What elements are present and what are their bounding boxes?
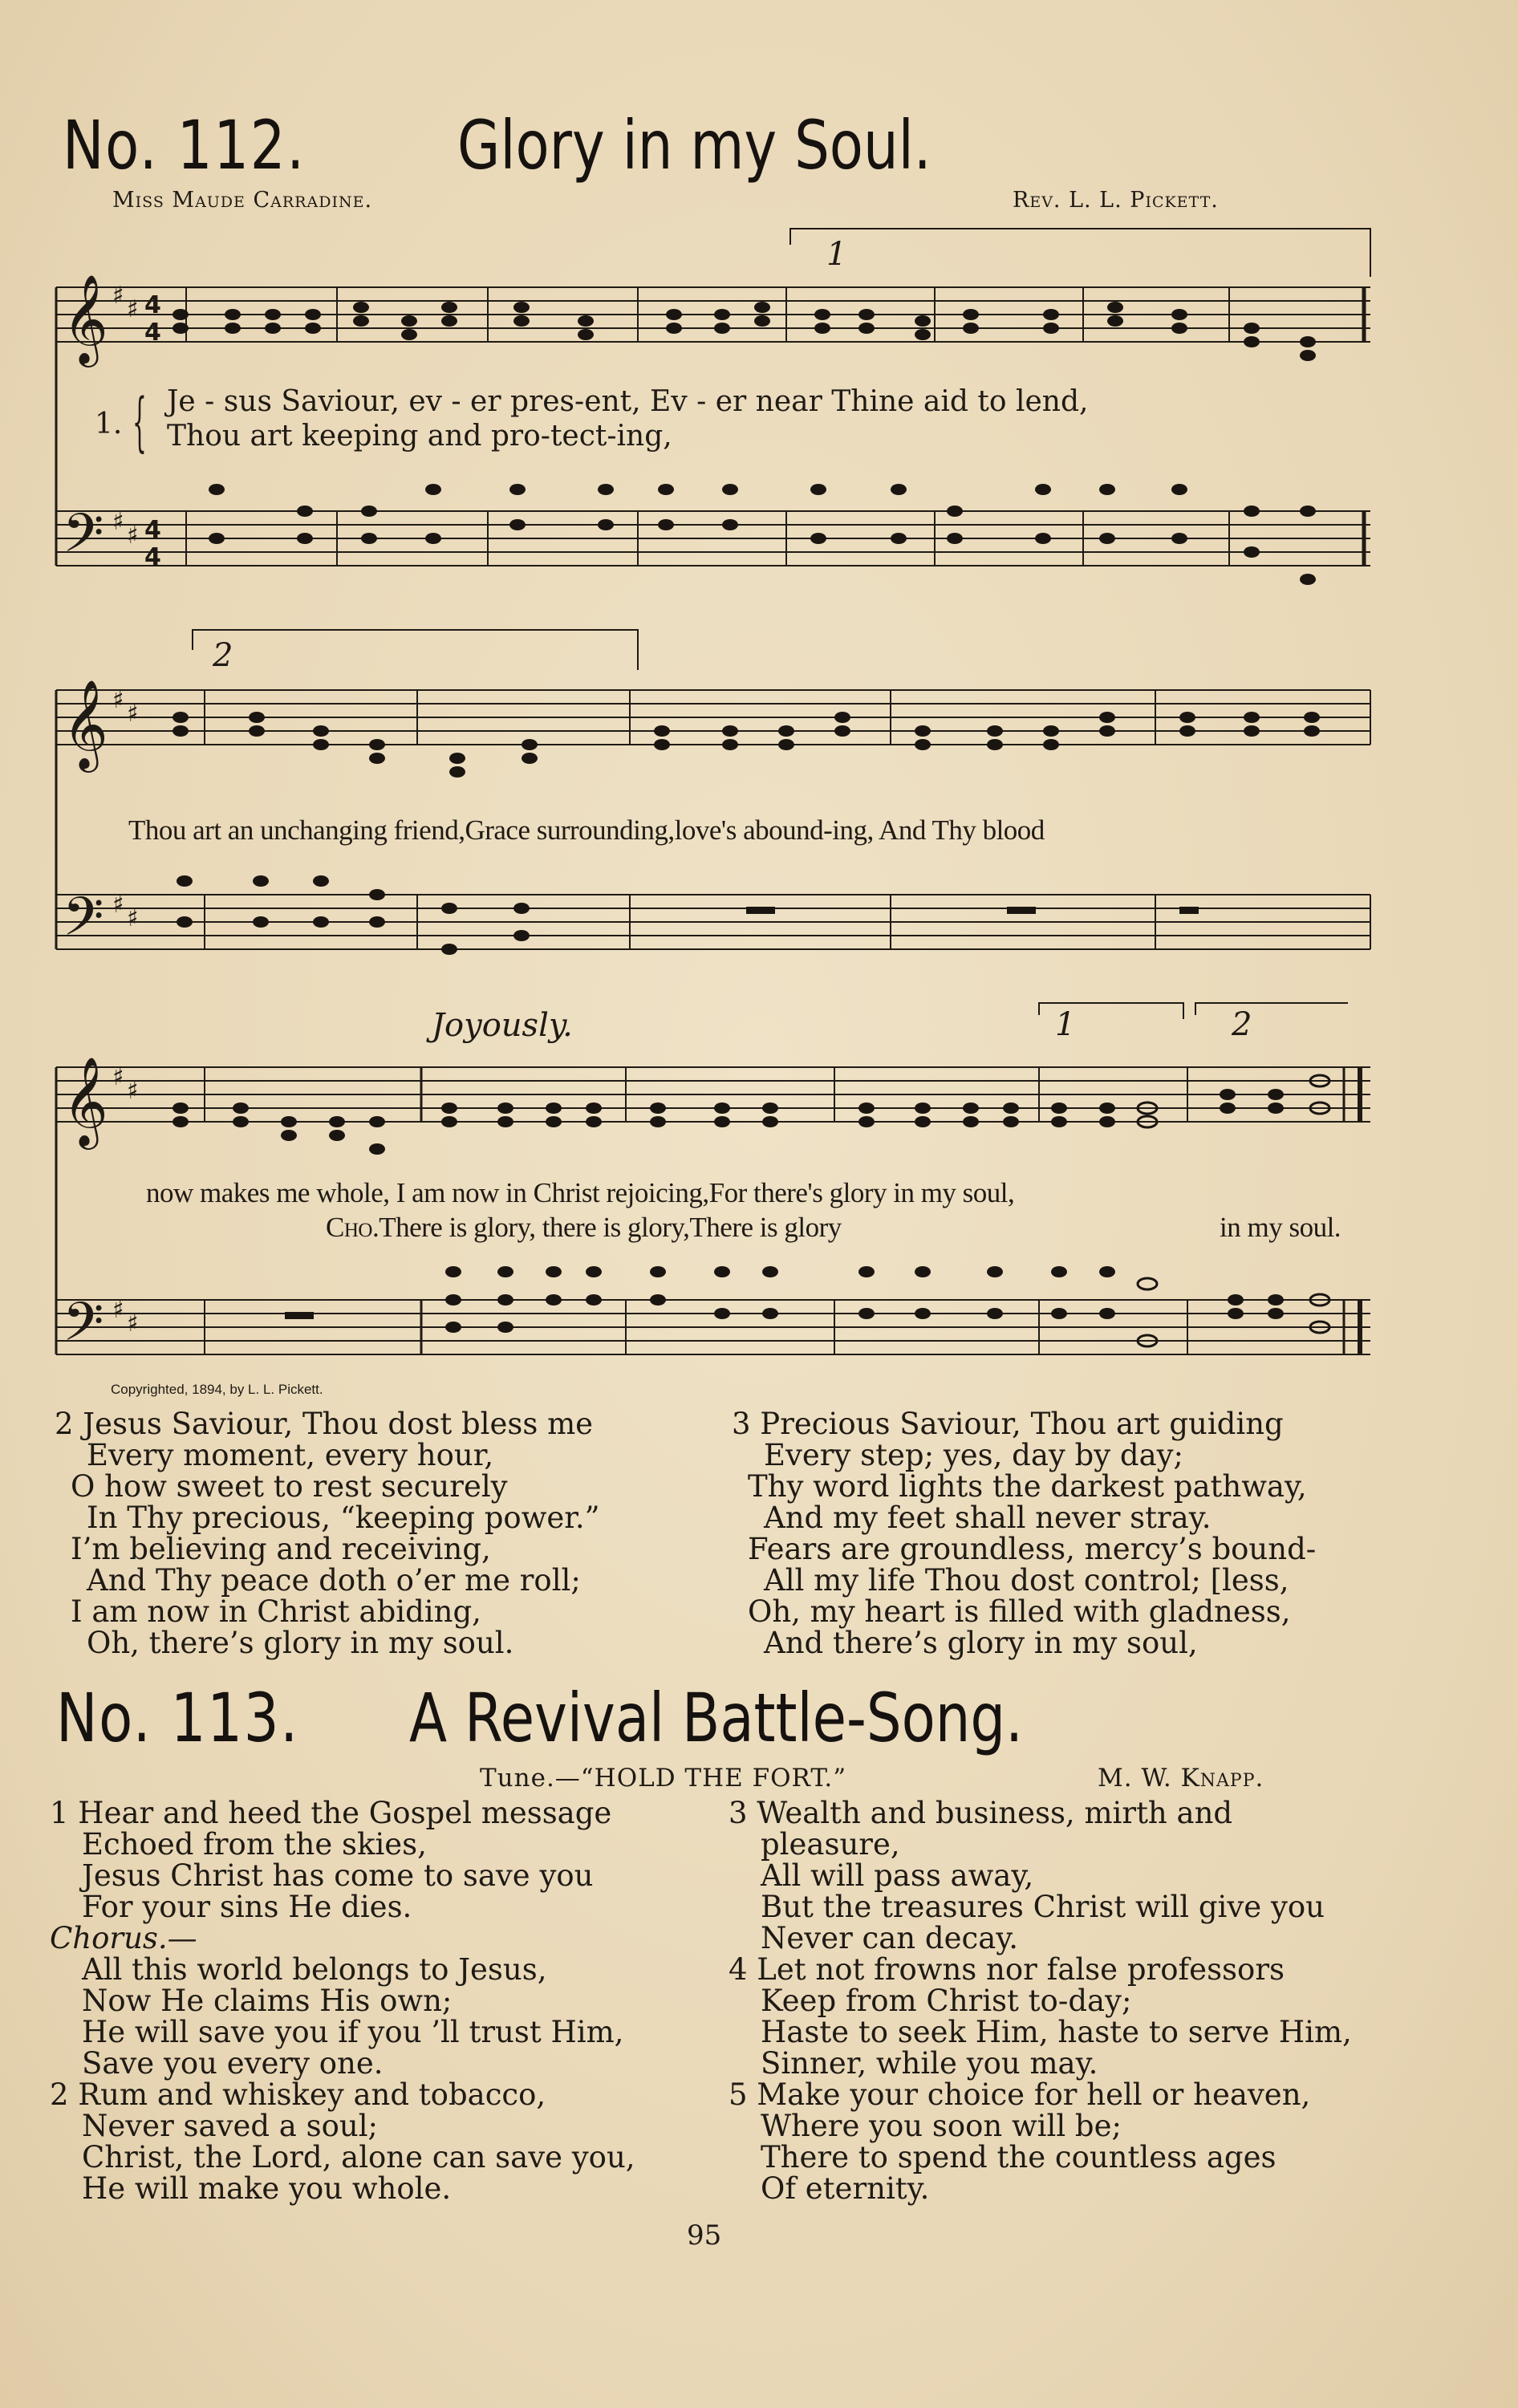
hymn-112-title: Glory in my Soul. [457,106,932,185]
stanza-line: 1 Hear and heed the Gospel message [50,1796,612,1830]
svg-text:♯: ♯ [127,1077,139,1105]
svg-text:𝄢: 𝄢 [63,1291,104,1366]
lyric-line-2: Thou art keeping and pro-tect-ing, [167,420,672,453]
svg-text:4: 4 [144,319,161,347]
stanza-line: Jesus Christ has come to save you [82,1858,594,1893]
page-number: 95 [687,2219,722,2252]
stanza-line: All will pass away, [761,1858,1034,1893]
ending-1-label: 1 [826,236,847,273]
svg-text:4: 4 [144,543,161,571]
svg-text:𝄞: 𝄞 [63,274,108,363]
stanza-line: All my life Thou dost control; [less, [764,1563,1289,1598]
stanza-line: He will make you whole. [82,2171,452,2206]
lyric-line-1: Je - sus Saviour, ev - er pres-ent, Ev - er near Thine aid to lend, [167,385,1089,418]
stanza-line: Christ, the Lord, alone can save you, [82,2140,635,2175]
stanza-line: In Thy precious, “keeping power.” [87,1500,600,1535]
hymn-113-number: No. 113. [56,1679,299,1757]
chorus-label: Cho. [326,1212,380,1243]
stanza-line: Never can decay. [761,1921,1019,1955]
svg-text:𝄢: 𝄢 [63,502,104,577]
stanza-line: 2 Jesus Saviour, Thou dost bless me [55,1407,594,1441]
svg-text:𝄞: 𝄞 [63,679,108,769]
stanza-line: I’m believing and receiving, [71,1532,491,1566]
svg-text:2: 2 [1232,1006,1252,1043]
stanza-line: 2 Rum and whiskey and tobacco, [50,2077,546,2112]
stanza-line: 5 Make your choice for hell or heaven, [729,2077,1311,2112]
stanza-line: Thy word lights the darkest pathway, [748,1469,1307,1504]
stanza-line: 3 Precious Saviour, Thou art guiding [732,1407,1284,1441]
stanza-line: Sinner, while you may. [761,2046,1098,2081]
stanza-line: For your sins He dies. [82,1890,412,1924]
stanza-line: And Thy peace doth o’er me roll; [87,1563,581,1598]
stanza-line: Keep from Christ to-day; [761,1984,1132,2018]
hymn-112-words-credit: Miss Maude Carradine. [112,188,373,213]
verse-brace: { [132,384,147,459]
hymn-113-title: A Revival Battle-Song. [409,1679,1024,1757]
stanza-line: Now He claims His own; [82,1984,453,2018]
lyric-line-3: Thou art an unchanging friend,Grace surrounding,love's abound-ing, And Thy blood [128,814,1045,846]
stanza-line: Oh, there’s glory in my soul. [87,1626,514,1660]
chorus-lyric-text: There is glory, there is glory,There is glory [379,1212,842,1243]
stanza-line: He will save you if you ’ll trust Him, [82,2015,624,2049]
stanza-line: Haste to seek Him, haste to serve Him, [761,2015,1352,2049]
svg-text:♯: ♯ [112,1296,124,1324]
stanza-line: But the treasures Christ will give you [761,1890,1325,1924]
svg-text:♯: ♯ [112,282,124,310]
expression-mark: Joyously. [432,1007,573,1044]
hymn-113-author: M. W. Knapp. [1098,1764,1264,1793]
svg-text:♯: ♯ [112,891,124,919]
stanza-2 [55,1408,600,1659]
ending-2-label: 2 [213,637,233,674]
svg-text:♯: ♯ [127,904,139,932]
svg-text:♯: ♯ [127,700,139,728]
svg-text:♯: ♯ [112,686,124,714]
stanza-line: 4 Let not frowns nor false professors [729,1952,1285,1987]
stanza-line: There to spend the countless ages [761,2140,1276,2175]
stanza-line: 3 Wealth and business, mirth and [729,1796,1233,1830]
hymn-113-right-column [729,1797,1352,2204]
stanza-line: Save you every one. [82,2046,384,2081]
svg-text:♯: ♯ [127,295,139,323]
stanza-line: Of eternity. [761,2171,930,2206]
svg-text:4: 4 [144,516,161,544]
stanza-3 [732,1408,1316,1659]
stanza-line: All this world belongs to Jesus, [82,1952,547,1987]
hymn-112-music-credit: Rev. L. L. Pickett. [1013,188,1219,213]
svg-text:♯: ♯ [112,1063,124,1091]
svg-text:♯: ♯ [127,1310,139,1338]
svg-text:𝄞: 𝄞 [63,1056,108,1146]
svg-text:♯: ♯ [127,522,139,550]
svg-text:♯: ♯ [112,508,124,536]
lyric-line-4: now makes me whole, I am now in Christ rejoicing,For there's glory in my soul, [146,1177,1015,1208]
stanza-line: Chorus.— [50,1921,197,1955]
chorus-lyric-end: in my soul. [1220,1212,1341,1243]
svg-text:𝄢: 𝄢 [63,886,104,960]
hymn-113-left-column [50,1797,635,2204]
stanza-line: Never saved a soul; [82,2109,379,2143]
stanza-line: And there’s glory in my soul, [764,1626,1198,1660]
hymn-112-number: No. 112. [63,106,306,185]
copyright-notice: Copyrighted, 1894, by L. L. Pickett. [111,1382,323,1397]
stanza-line: And my feet shall never stray. [764,1500,1212,1535]
hymn-113-tune: Tune.—“HOLD THE FORT.” [480,1764,847,1793]
stanza-line: Every moment, every hour, [87,1438,494,1472]
chorus-lyric-line [326,1212,842,1244]
stanza-line: I am now in Christ abiding, [71,1594,481,1629]
stanza-line: Where you soon will be; [761,2109,1122,2143]
stanza-line: Every step; yes, day by day; [764,1438,1184,1472]
stanza-line: Oh, my heart is filled with gladness, [748,1594,1291,1629]
stanza-line: pleasure, [761,1827,900,1862]
svg-text:4: 4 [144,291,161,319]
stanza-line: Fears are groundless, mercy’s bound- [748,1532,1317,1566]
svg-text:1: 1 [1055,1006,1076,1043]
stanza-line: O how sweet to rest securely [71,1469,508,1504]
verse-number: 1. [95,408,123,441]
stanza-line: Echoed from the skies, [82,1827,427,1862]
